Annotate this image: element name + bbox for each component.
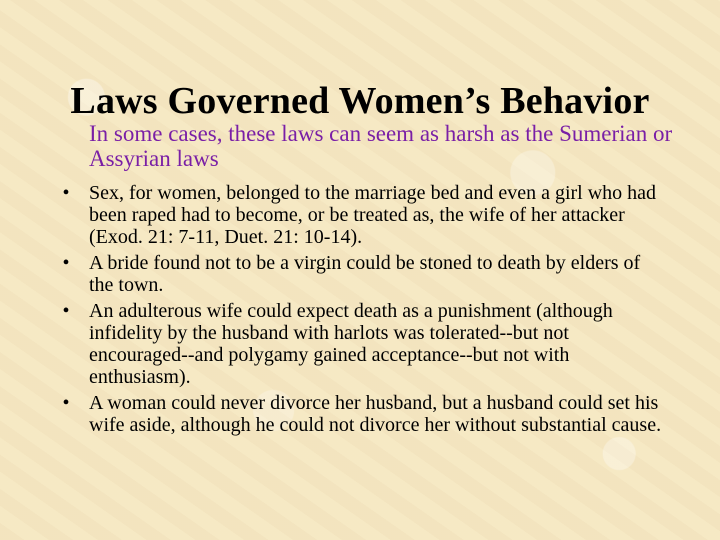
bullet-text: A bride found not to be a virgin could be stoned to death by elders of the town. — [89, 252, 641, 296]
bullet-text: A woman could never divorce her husband, but a husband could set his wife aside, although he could not divorce her without substantial cause. — [89, 392, 662, 436]
slide-title: Laws Governed Women’s Behavior — [70, 80, 650, 123]
bullet-item-adultery — [62, 300, 664, 388]
bullet-text: Sex, for women, belonged to the marriage bed and even a girl who had been raped had to become, or be treated as, the wife of her attacker (Exod. 21: 7-11, Duet. 21: 10-14). — [89, 182, 657, 248]
bullet-icon: • — [62, 182, 70, 204]
bullet-icon: • — [62, 252, 70, 274]
bullet-list — [62, 182, 664, 440]
slide-subtitle: In some cases, these laws can seem as harsh as the Sumerian or Assyrian laws — [89, 121, 673, 171]
bullet-item-divorce — [62, 392, 664, 436]
bullet-icon: • — [62, 300, 70, 322]
bullet-item-sex-marriage — [62, 182, 664, 248]
bullet-text: An adulterous wife could expect death as a punishment (although infidelity by the husband with harlots was tolerated--but not encouraged--and polygamy gained acceptance--but not with enthusiasm). — [89, 300, 613, 388]
bullet-icon: • — [62, 392, 70, 414]
bullet-item-bride-virginity — [62, 252, 664, 296]
